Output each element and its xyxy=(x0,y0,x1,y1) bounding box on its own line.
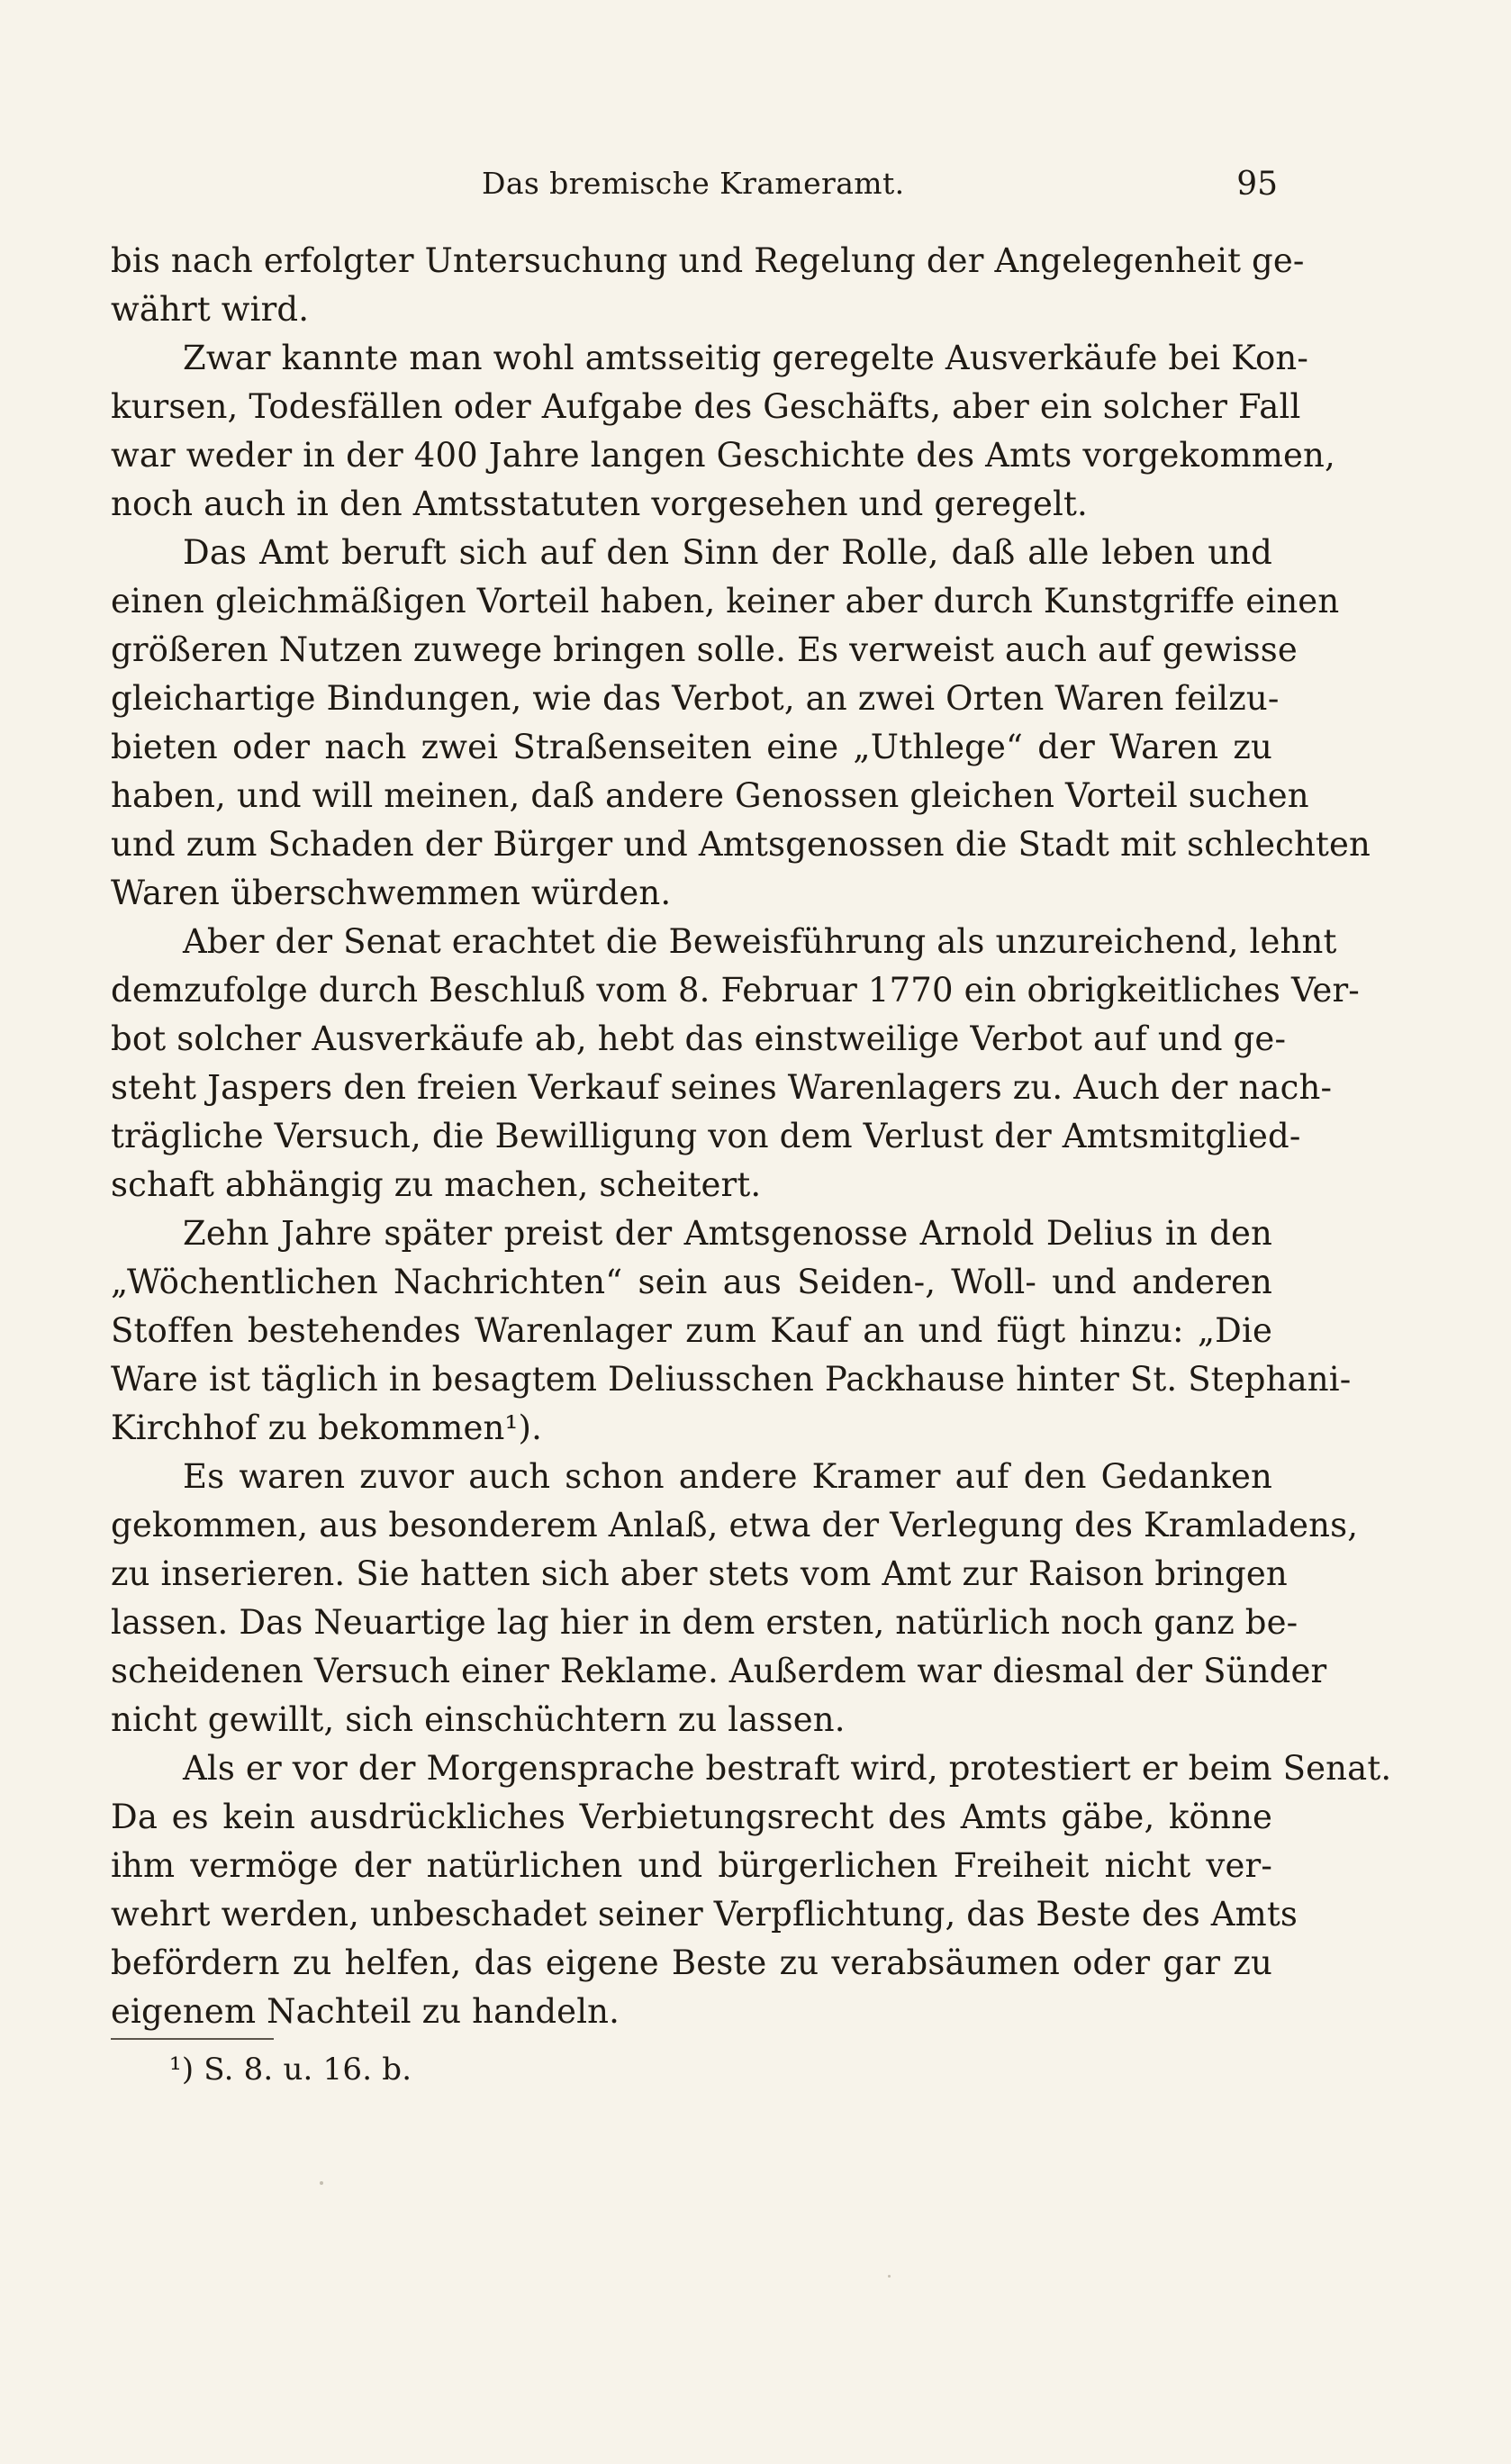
text-line: Stoffen bestehendes Warenlager zum Kauf an und fügt hinzu: „Die xyxy=(111,1311,1272,1350)
body-text xyxy=(111,237,1392,2031)
text-line: „Wöchentlichen Nachrichten“ sein aus Seiden-, Woll- und anderen xyxy=(111,1263,1272,1301)
text-line: gekommen, aus besonderem Anlaß, etwa der Verlegung des Kramladens, xyxy=(111,1506,1359,1545)
text-line: größeren Nutzen zuwege bringen solle. Es verweist auch auf gewisse xyxy=(111,630,1298,669)
text-line: demzufolge durch Beschluß vom 8. Februar 1770 ein obrigkeitliches Ver- xyxy=(111,971,1360,1010)
text-line: nicht gewillt, sich einschüchtern zu lassen. xyxy=(111,1700,846,1739)
page-number: 95 xyxy=(1236,166,1278,203)
text-line: war weder in der 400 Jahre langen Geschichte des Amts vorgekommen, xyxy=(111,436,1335,475)
paper-speck xyxy=(320,2181,323,2185)
text-line: noch auch in den Amtsstatuten vorgesehen und geregelt. xyxy=(111,485,1088,523)
paragraph-first-line: Zwar kannte man wohl amtsseitig geregelte Ausverkäufe bei Kon- xyxy=(183,339,1309,377)
text-line: scheidenen Versuch einer Reklame. Außerdem war diesmal der Sünder xyxy=(111,1652,1327,1690)
text-line: schaft abhängig zu machen, scheitert. xyxy=(111,1165,762,1204)
text-line: Ware ist täglich in besagtem Deliusschen Packhause hinter St. Stephani- xyxy=(111,1360,1352,1399)
text-line: haben, und will meinen, daß andere Genossen gleichen Vorteil suchen xyxy=(111,776,1309,815)
text-line: befördern zu helfen, das eigene Beste zu verabsäumen oder gar zu xyxy=(111,1943,1272,1982)
footnote: ¹) S. 8. u. 16. b. xyxy=(169,2052,412,2088)
paper-speck xyxy=(888,2275,891,2278)
text-line: bieten oder nach zwei Straßenseiten eine „Uthlege“ der Waren zu xyxy=(111,728,1272,766)
paragraph-first-line: Es waren zuvor auch schon andere Kramer auf den Gedanken xyxy=(183,1457,1272,1496)
text-line: ihm vermöge der natürlichen und bürgerlichen Freiheit nicht ver- xyxy=(111,1846,1272,1885)
paragraph-first-line: Zehn Jahre später preist der Amtsgenosse Arnold Delius in den xyxy=(183,1214,1272,1253)
text-line: gleichartige Bindungen, wie das Verbot, an zwei Orten Waren feilzu- xyxy=(111,679,1280,718)
text-line: Da es kein ausdrückliches Verbietungsrecht des Amts gäbe, könne xyxy=(111,1798,1272,1836)
text-line: bot solcher Ausverkäufe ab, hebt das einstweilige Verbot auf und ge- xyxy=(111,1019,1287,1058)
text-line: einen gleichmäßigen Vorteil haben, keiner aber durch Kunstgriffe einen xyxy=(111,582,1340,621)
text-line: und zum Schaden der Bürger und Amtsgenossen die Stadt mit schlechten xyxy=(111,825,1371,864)
text-line: kursen, Todesfällen oder Aufgabe des Geschäfts, aber ein solcher Fall xyxy=(111,387,1301,426)
text-line: steht Jaspers den freien Verkauf seines Warenlagers zu. Auch der nach- xyxy=(111,1068,1333,1107)
text-line: Waren überschwemmen würden. xyxy=(111,874,672,912)
running-title: Das bremische Krameramt. xyxy=(482,166,905,201)
text-line: eigenem Nachteil zu handeln. xyxy=(111,1992,620,2031)
text-line: bis nach erfolgter Untersuchung und Regelung der Angelegenheit ge- xyxy=(111,241,1305,280)
text-line: trägliche Versuch, die Bewilligung von dem Verlust der Amtsmitglied- xyxy=(111,1117,1301,1155)
page-header xyxy=(0,166,1511,211)
paragraph-first-line: Das Amt beruft sich auf den Sinn der Rolle, daß alle leben und xyxy=(183,533,1272,572)
text-line: wehrt werden, unbeschadet seiner Verpflichtung, das Beste des Amts xyxy=(111,1895,1298,1934)
text-line: lassen. Das Neuartige lag hier in dem ersten, natürlich noch ganz be- xyxy=(111,1603,1298,1642)
footnote-divider xyxy=(111,2038,274,2040)
paragraph-first-line: Aber der Senat erachtet die Beweisführung als unzureichend, lehnt xyxy=(183,922,1337,961)
text-line: Kirchhof zu bekommen¹). xyxy=(111,1409,543,1447)
text-line: währt wird. xyxy=(111,290,310,329)
paragraph-first-line: Als er vor der Morgensprache bestraft wird, protestiert er beim Senat. xyxy=(183,1749,1392,1788)
text-line: zu inserieren. Sie hatten sich aber stets vom Amt zur Raison bringen xyxy=(111,1554,1288,1593)
